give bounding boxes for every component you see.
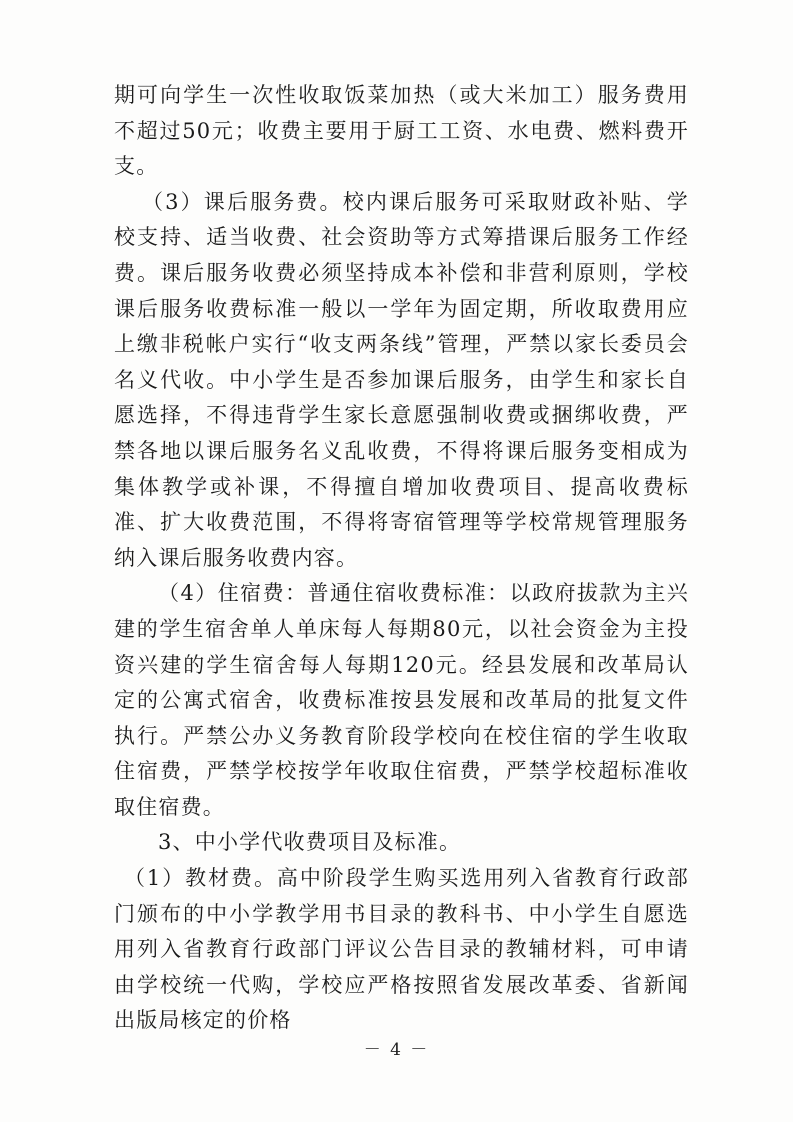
paragraph-accommodation-fee: （4）住宿费：普通住宿收费标准：以政府拔款为主兴建的学生宿舍单人单床每人每期80元，以社会资金为主投资兴建的学生宿舍每人每期120元。经县发展和改革局认定的公寓式宿舍，收费标准按县发展和改革局的批复文件执行。严禁公办义务教育阶段学校向在校住宿的学生收取住宿费，严禁学校按学年收取住宿费，严禁学校超标准收取住宿费。 <box>114 581 689 819</box>
page-number: － 4 － <box>363 1040 430 1060</box>
section-heading-collected-fees: 3、中小学代收费项目及标准。 <box>158 830 462 855</box>
paragraph-after-school-fee: （3）课后服务费。校内课后服务可采取财政补贴、学校支持、适当收费、社会资助等方式筹措课后服务工作经费。课后服务收费必须坚持成本补偿和非营利原则，学校课后服务收费标准一般以一学年为固定期，所收取费用应上缴非税帐户实行“收支两条线”管理，严禁以家长委员会名义代收。中小学生是否参加课后服务，由学生和家长自愿选择，不得违背学生家长意愿强制收费或捆绑收费，严禁各地以课后服务名义乱收费，不得将课后服务变相成为集体教学或补课，不得擅自增加收费项目、提高收费标准、扩大收费范围，不得将寄宿管理等学校常规管理服务纳入课后服务收费内容。 <box>114 189 689 570</box>
paragraph-meal-fee-continued: 期可向学生一次性收取饭菜加热（或大米加工）服务费用不超过50元；收费主要用于厨工工资、水电费、燃料费开支。 <box>114 83 689 179</box>
body-text <box>114 78 689 1039</box>
paragraph-textbook-fee: （1）教材费。高中阶段学生购买选用列入省教育行政部门颁布的中小学教学用书目录的教科书、中小学生自愿选用列入省教育行政部门评议公告目录的教辅材料，可申请由学校统一代购，学校应严格按照省发展改革委、省新闻出版局核定的价格 <box>114 866 689 1033</box>
